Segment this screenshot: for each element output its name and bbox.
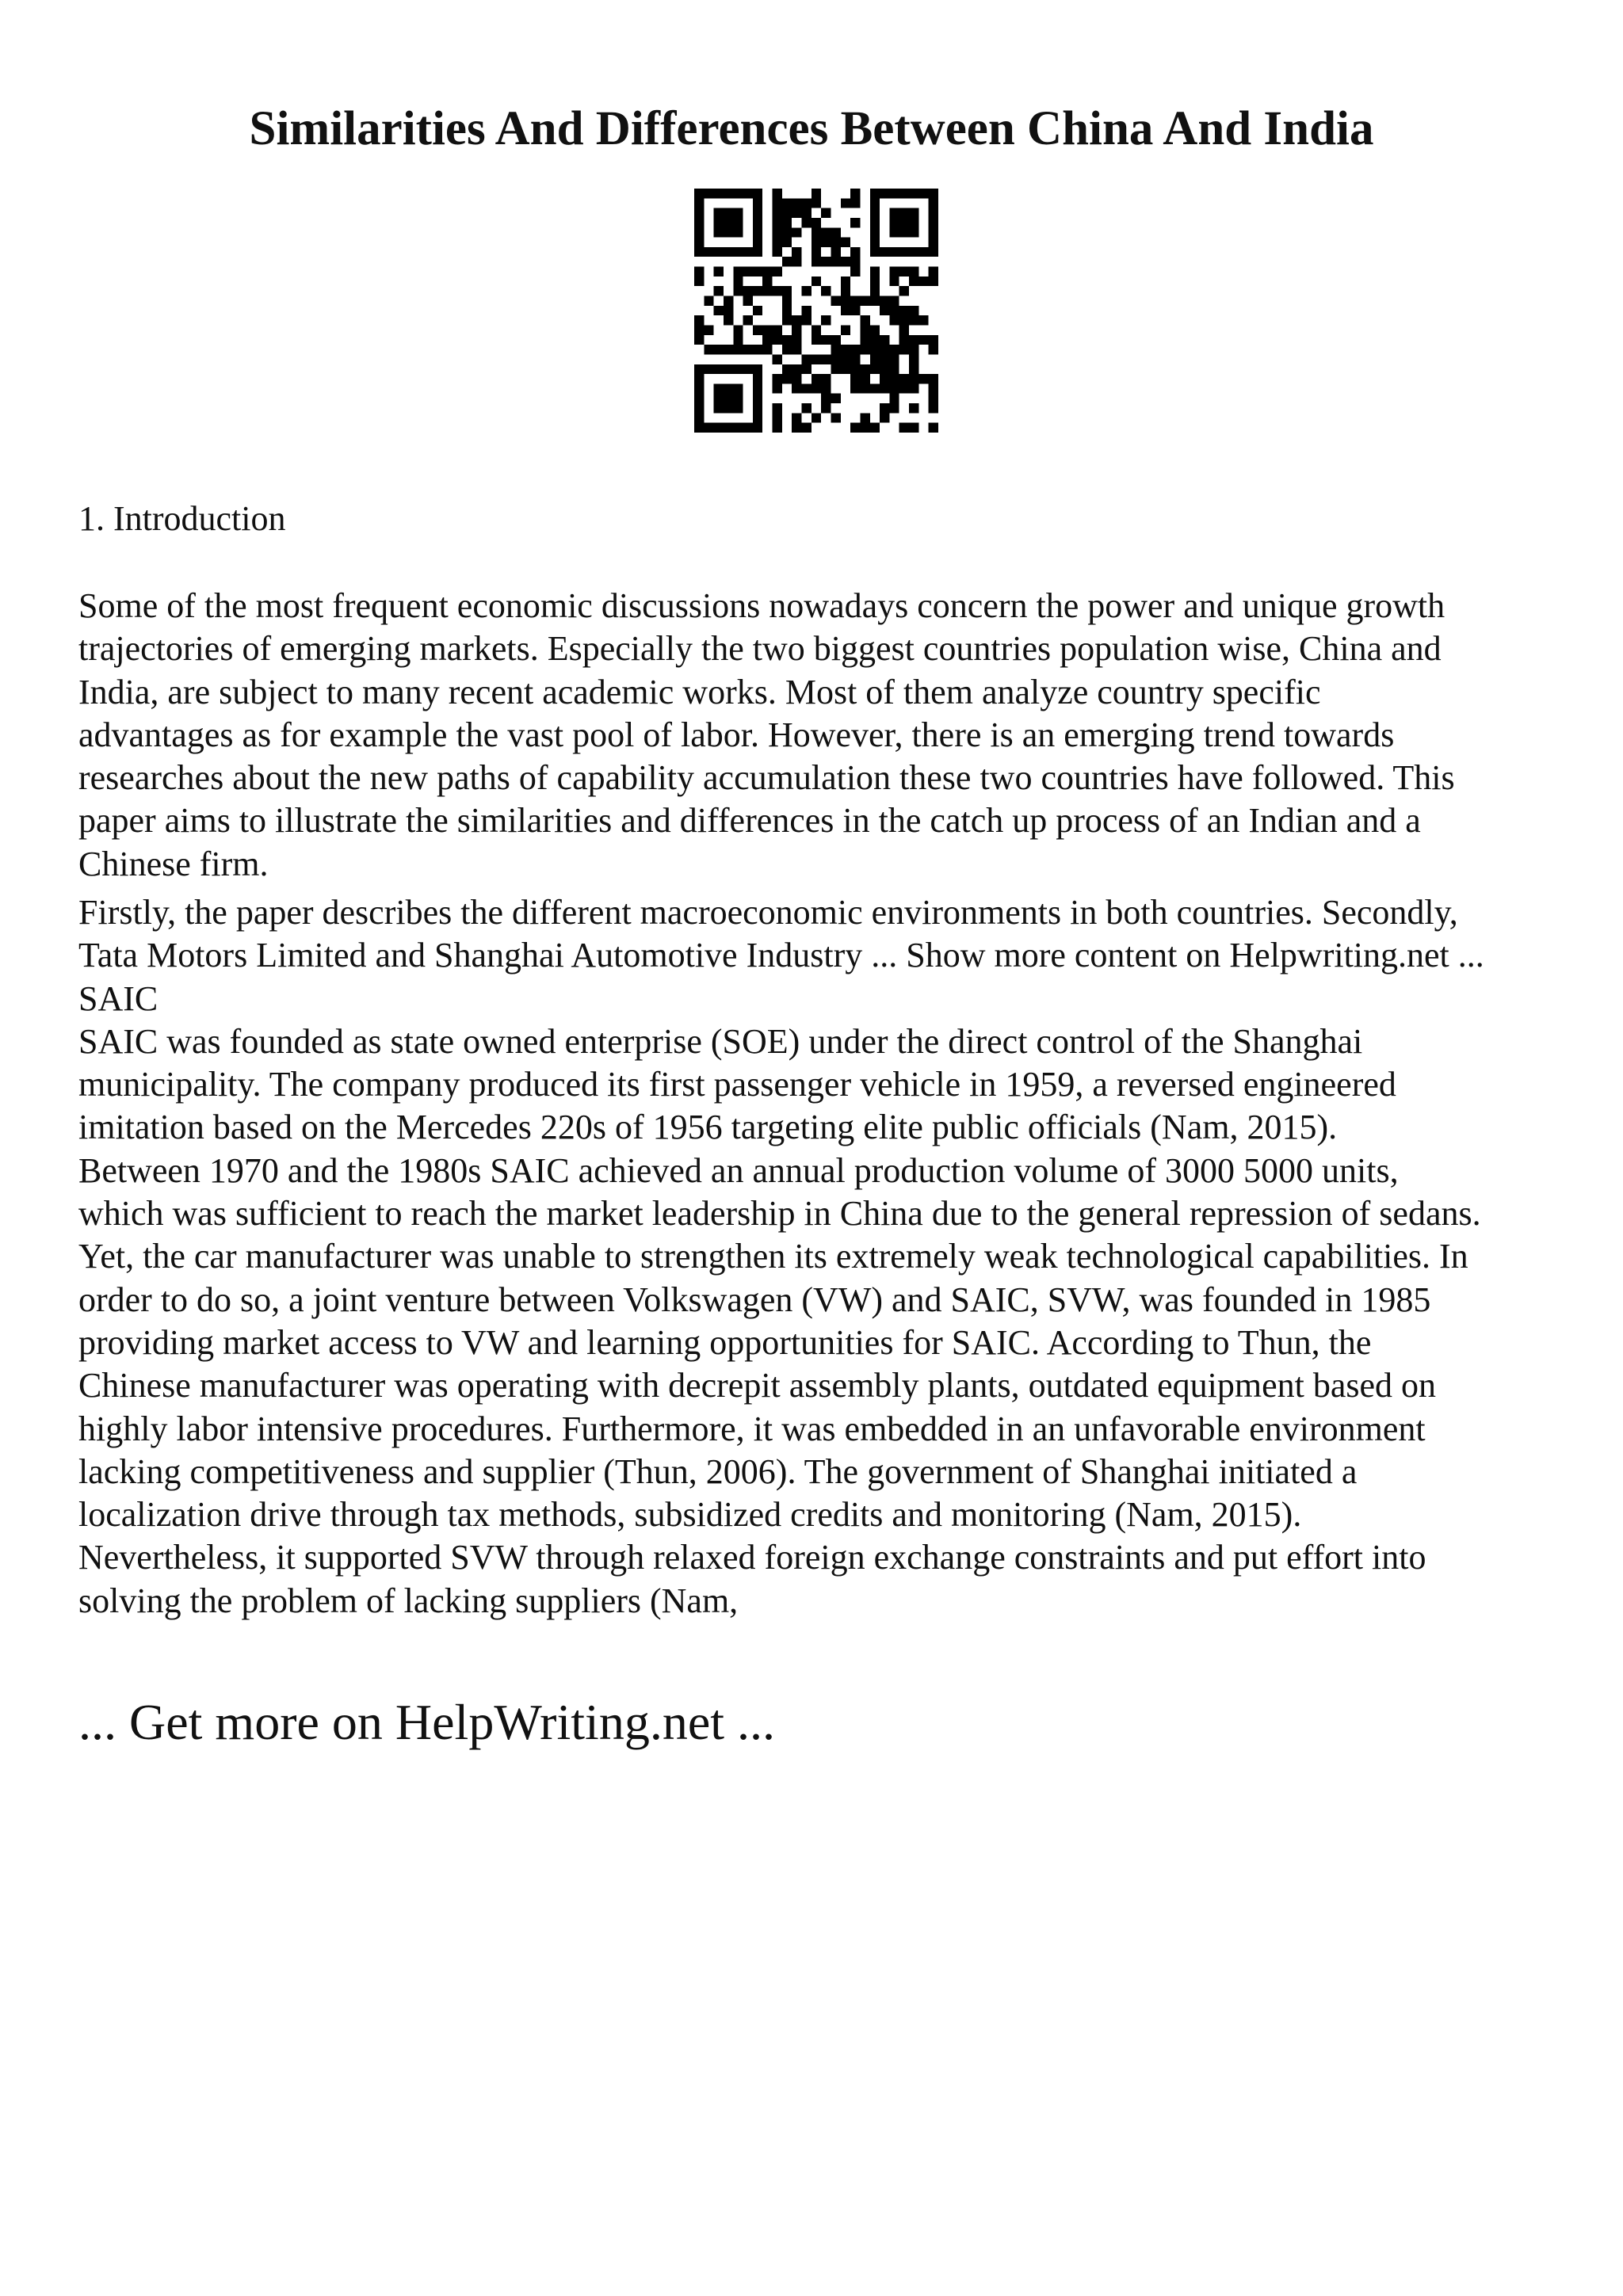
section-heading: 1. Introduction — [78, 499, 286, 538]
paragraph-introduction: Some of the most frequent economic discussions nowadays concern the power and unique growth trajectories of emerging markets. Especially the two biggest countries population wise, China and India, are subject to many recent academic works. Most of them analyze country specific advantages as for example the vast pool of labor. However, there is an emerging trend towards researches about the new paths of capability accumulation these two countries have followed. This paper aims to illustrate the similarities and differences in the catch up process of an Indian and a Chinese firm. — [78, 586, 1455, 883]
get-more-link[interactable]: ... Get more on HelpWriting.net ... — [78, 1694, 775, 1750]
qr-code-icon — [694, 189, 938, 433]
paragraph-body: Firstly, the paper describes the different macroeconomic environments in both countries. Secondly, Tata Motors Limited and Shanghai Automotive Industry ... Show more content on Helpwriting.net ... SAIC SAIC was founded as state owned enterprise (SOE) under the direct control of the Shanghai municipality. The company produced its first passenger vehicle in 1959, a reversed engineered imitation based on the Mercedes 220s of 1956 targeting elite public officials (Nam, 2015). Between 1970 and the 1980s SAIC achieved an annual production volume of 3000 5000 units, which was sufficient to reach the market leadership in China due to the general repression of sedans. Yet, the car manufacturer was unable to strengthen its extremely weak technological capabilities. In order to do so, a joint venture between Volkswagen (VW) and SAIC, SVW, was founded in 1985 providing market access to VW and learning opportunities for SAIC. According to Thun, the Chinese manufacturer was operating with decrepit assembly plants, outdated equipment based on highly labor intensive procedures. Furthermore, it was embedded in an unfavorable environment lacking competitiveness and supplier (Thun, 2006). The government of Shanghai initiated a localization drive through tax methods, subsidized credits and monitoring (Nam, 2015). Nevertheless, it supported SVW through relaxed foreign exchange constraints and put effort into solving the problem of lacking suppliers (Nam, — [78, 893, 1484, 1620]
document-title: Similarities And Differences Between China And India — [249, 102, 1374, 155]
